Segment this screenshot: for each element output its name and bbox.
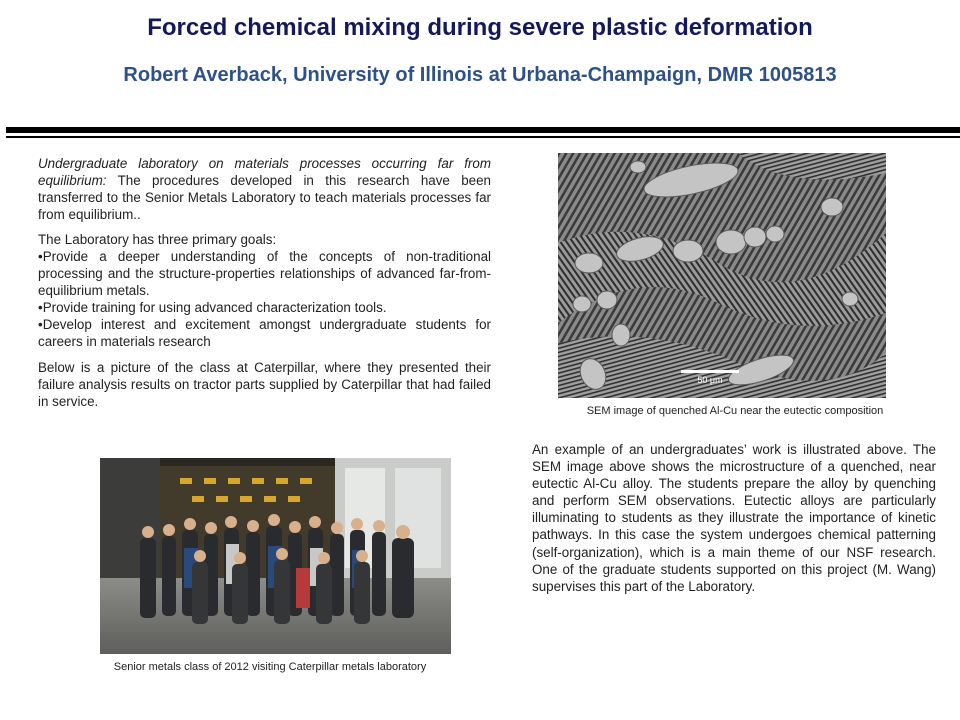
- right-body-paragraph: An example of an undergraduates’ work is illustrated above. The SEM image above shows the microstructure of a quenched, near eutectic Al-Cu alloy. The students prepare the alloy by quenching and perform SEM observations. Eutectic alloys are particularly illuminating to students as they illustrate the importance of kinetic pathways. In this case the system undergoes chemical patterning (self-organization), which is a main theme of our NSF research. One of the graduate students supported on this project (M. Wang) supervises this part of the Laboratory.: [532, 442, 936, 594]
- sem-micrograph: [558, 153, 886, 398]
- class-photo-illustration: [100, 458, 451, 654]
- left-column-text: [38, 155, 491, 410]
- header-divider-thin: [6, 136, 960, 138]
- goal-item: •Provide a deeper understanding of the concepts of non-traditional processing and the structure-properties relationships of advanced far-from-equilibrium metals.: [38, 249, 491, 298]
- photo-intro-paragraph: Below is a picture of the class at Caterpillar, where they presented their failure analysis results on tractor parts supplied by Caterpillar that had failed in service.: [38, 360, 491, 409]
- intro-paragraph: [38, 155, 491, 223]
- intro-body: The procedures developed in this research have been transferred to the Senior Metals Laboratory to teach materials processes far from equilibrium..: [38, 173, 491, 222]
- page-subtitle: Robert Averback, University of Illinois at Urbana-Champaign, DMR 1005813: [123, 64, 837, 86]
- goals-heading: The Laboratory has three primary goals:: [38, 232, 277, 247]
- class-photo-caption: Senior metals class of 2012 visiting Caterpillar metals laboratory: [113, 661, 427, 673]
- header-divider-thick: [6, 127, 960, 133]
- goal-item: •Provide training for using advanced characterization tools.: [38, 300, 387, 315]
- goal-item: •Develop interest and excitement amongst undergraduate students for careers in materials research: [38, 317, 491, 349]
- page-title: Forced chemical mixing during severe plastic deformation: [147, 14, 813, 41]
- sem-image-caption: SEM image of quenched Al-Cu near the eutectic composition: [586, 405, 884, 417]
- right-column-text: [532, 441, 936, 595]
- sem-image: [558, 153, 886, 398]
- intro-heading: Undergraduate laboratory on materials processes occurring far from equilibrium:: [38, 156, 491, 188]
- sem-scale-bar-label: 50 μm: [697, 375, 723, 385]
- class-photo: [100, 458, 451, 654]
